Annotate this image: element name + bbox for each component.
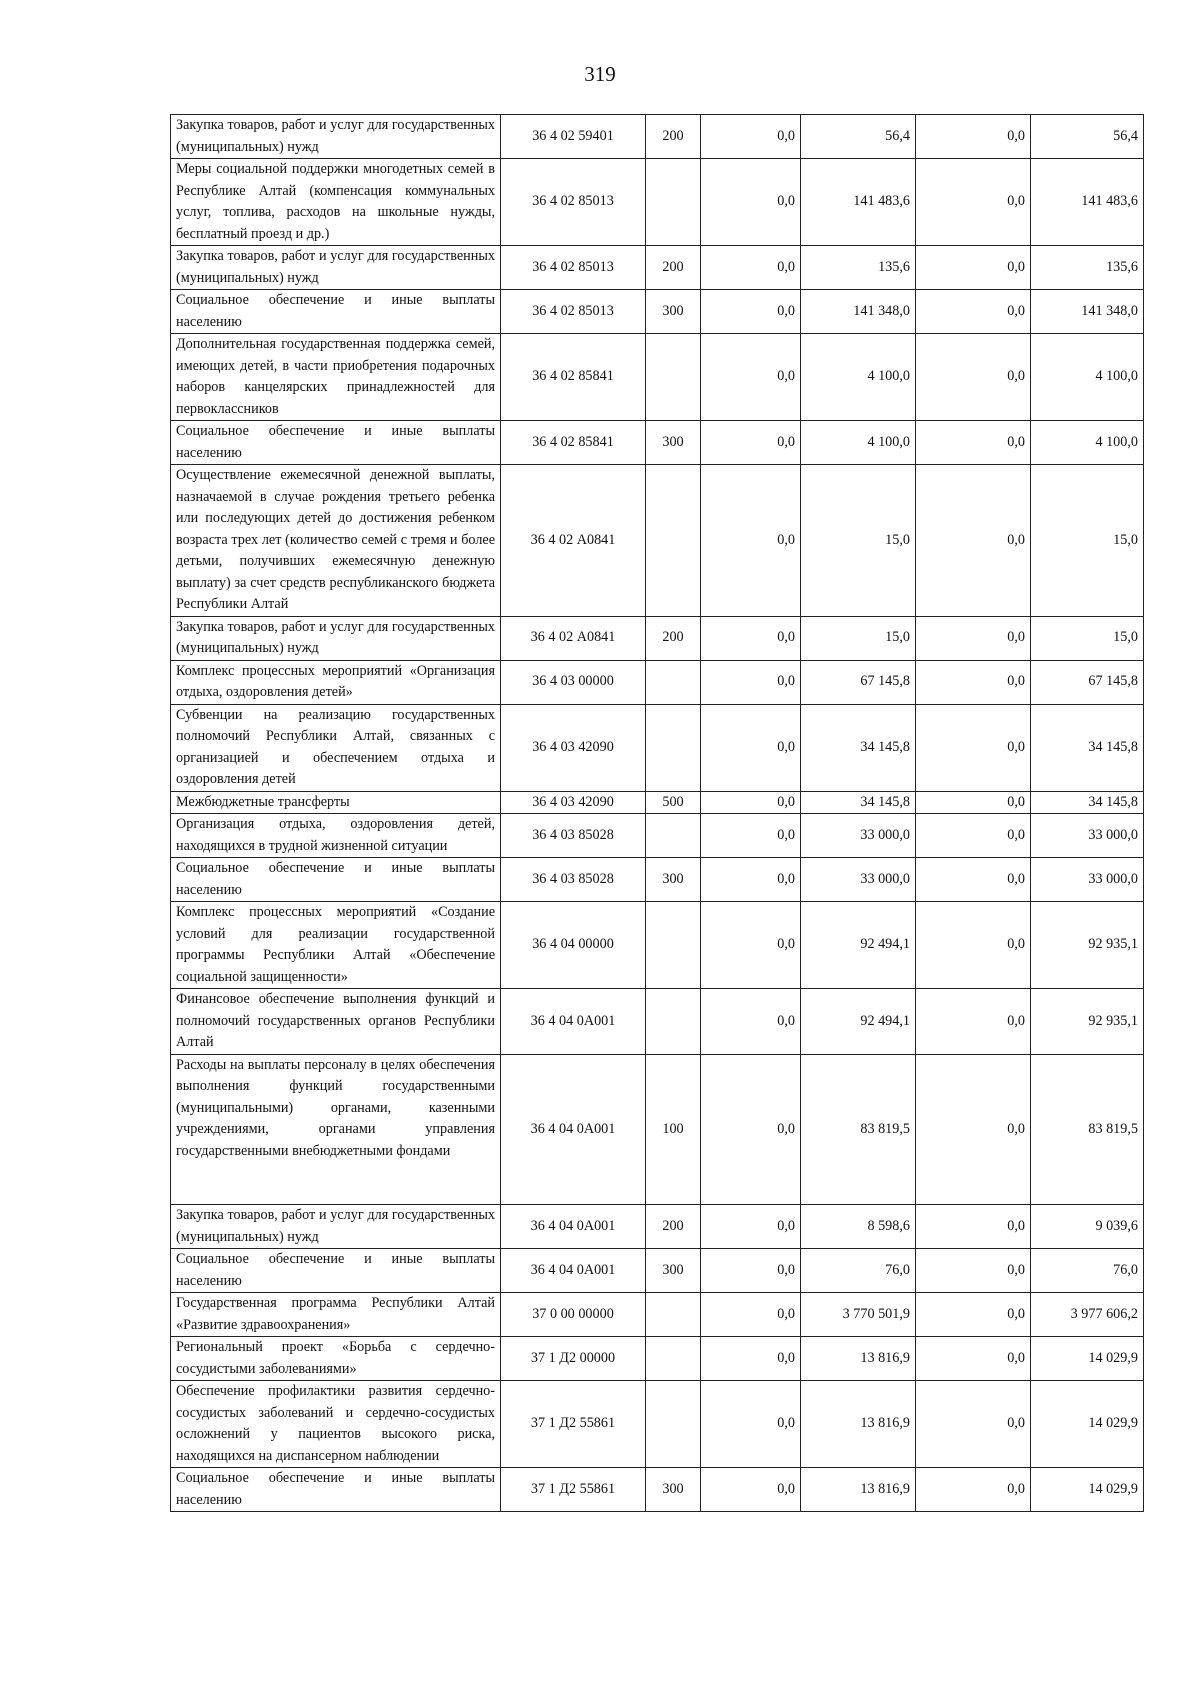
row-value-2-cell: 76,0 bbox=[801, 1249, 916, 1293]
table-row bbox=[171, 814, 1144, 858]
row-value-3-cell: 0,0 bbox=[916, 246, 1031, 290]
row-value-4-cell: 83 819,5 bbox=[1031, 1054, 1144, 1205]
row-name-cell: Закупка товаров, работ и услуг для государственных (муниципальных) нужд bbox=[171, 616, 501, 660]
row-value-1-cell: 0,0 bbox=[701, 246, 801, 290]
table-row bbox=[171, 115, 1144, 159]
row-value-1-cell: 0,0 bbox=[701, 159, 801, 246]
row-name-cell: Социальное обеспечение и иные выплаты населению bbox=[171, 858, 501, 902]
table-row bbox=[171, 159, 1144, 246]
row-type-cell: 300 bbox=[646, 290, 701, 334]
row-value-3-cell: 0,0 bbox=[916, 858, 1031, 902]
row-value-1-cell: 0,0 bbox=[701, 814, 801, 858]
table-row bbox=[171, 1205, 1144, 1249]
row-code-cell: 36 4 02 85013 bbox=[501, 290, 646, 334]
row-code-cell: 36 4 03 00000 bbox=[501, 660, 646, 704]
row-value-3-cell: 0,0 bbox=[916, 616, 1031, 660]
row-type-cell bbox=[646, 989, 701, 1055]
row-name-cell: Межбюджетные трансферты bbox=[171, 791, 501, 814]
row-value-1-cell: 0,0 bbox=[701, 791, 801, 814]
row-type-cell: 300 bbox=[646, 1468, 701, 1512]
row-code-cell: 36 4 04 0А001 bbox=[501, 989, 646, 1055]
row-value-2-cell: 141 348,0 bbox=[801, 290, 916, 334]
row-value-1-cell: 0,0 bbox=[701, 1054, 801, 1205]
row-type-cell: 500 bbox=[646, 791, 701, 814]
row-value-2-cell: 34 145,8 bbox=[801, 791, 916, 814]
page-number: 319 bbox=[584, 62, 616, 86]
row-type-cell bbox=[646, 814, 701, 858]
row-code-cell: 37 1 Д2 55861 bbox=[501, 1381, 646, 1468]
row-name-cell: Социальное обеспечение и иные выплаты населению bbox=[171, 1249, 501, 1293]
row-value-2-cell: 92 494,1 bbox=[801, 989, 916, 1055]
table-row bbox=[171, 246, 1144, 290]
row-value-4-cell: 9 039,6 bbox=[1031, 1205, 1144, 1249]
row-value-2-cell: 34 145,8 bbox=[801, 704, 916, 791]
row-value-3-cell: 0,0 bbox=[916, 290, 1031, 334]
row-value-2-cell: 8 598,6 bbox=[801, 1205, 916, 1249]
row-name-cell: Комплекс процессных мероприятий «Организация отдыха, оздоровления детей» bbox=[171, 660, 501, 704]
row-value-1-cell: 0,0 bbox=[701, 421, 801, 465]
row-value-1-cell: 0,0 bbox=[701, 1293, 801, 1337]
row-value-2-cell: 141 483,6 bbox=[801, 159, 916, 246]
row-value-3-cell: 0,0 bbox=[916, 1468, 1031, 1512]
table-row bbox=[171, 1337, 1144, 1381]
row-name-cell: Организация отдыха, оздоровления детей, находящихся в трудной жизненной ситуации bbox=[171, 814, 501, 858]
row-value-1-cell: 0,0 bbox=[701, 1249, 801, 1293]
row-value-2-cell: 4 100,0 bbox=[801, 334, 916, 421]
row-value-3-cell: 0,0 bbox=[916, 902, 1031, 989]
row-name-cell: Закупка товаров, работ и услуг для государственных (муниципальных) нужд bbox=[171, 115, 501, 159]
row-value-2-cell: 13 816,9 bbox=[801, 1468, 916, 1512]
table-row bbox=[171, 858, 1144, 902]
row-value-4-cell: 15,0 bbox=[1031, 616, 1144, 660]
table-body bbox=[171, 115, 1144, 1512]
table-row bbox=[171, 1054, 1144, 1205]
row-value-1-cell: 0,0 bbox=[701, 704, 801, 791]
row-value-3-cell: 0,0 bbox=[916, 1381, 1031, 1468]
row-type-cell bbox=[646, 1293, 701, 1337]
table-row bbox=[171, 616, 1144, 660]
row-value-3-cell: 0,0 bbox=[916, 704, 1031, 791]
row-value-2-cell: 33 000,0 bbox=[801, 814, 916, 858]
row-code-cell: 36 4 03 85028 bbox=[501, 814, 646, 858]
row-value-2-cell: 15,0 bbox=[801, 616, 916, 660]
row-name-cell: Дополнительная государственная поддержка семей, имеющих детей, в части приобретения подарочных наборов канцелярских принадлежностей для первоклассников bbox=[171, 334, 501, 421]
row-code-cell: 36 4 02 А0841 bbox=[501, 616, 646, 660]
row-value-1-cell: 0,0 bbox=[701, 115, 801, 159]
table-row bbox=[171, 704, 1144, 791]
row-type-cell bbox=[646, 159, 701, 246]
row-name-cell: Обеспечение профилактики развития сердечно-сосудистых заболеваний и сердечно-сосудистых осложнений у пациентов высокого риска, находящихся на диспансерном наблюдении bbox=[171, 1381, 501, 1468]
row-value-3-cell: 0,0 bbox=[916, 115, 1031, 159]
row-code-cell: 36 4 02 85841 bbox=[501, 334, 646, 421]
row-value-2-cell: 15,0 bbox=[801, 465, 916, 617]
row-value-3-cell: 0,0 bbox=[916, 1205, 1031, 1249]
table-row bbox=[171, 902, 1144, 989]
row-value-1-cell: 0,0 bbox=[701, 290, 801, 334]
row-name-cell: Субвенции на реализацию государственных полномочий Республики Алтай, связанных с организацией и обеспечением отдыха и оздоровления детей bbox=[171, 704, 501, 791]
table-row bbox=[171, 290, 1144, 334]
row-value-1-cell: 0,0 bbox=[701, 616, 801, 660]
table-row bbox=[171, 421, 1144, 465]
row-type-cell: 300 bbox=[646, 1249, 701, 1293]
row-value-4-cell: 4 100,0 bbox=[1031, 421, 1144, 465]
row-value-1-cell: 0,0 bbox=[701, 989, 801, 1055]
table-row bbox=[171, 465, 1144, 617]
table-row bbox=[171, 1249, 1144, 1293]
row-name-cell: Осуществление ежемесячной денежной выплаты, назначаемой в случае рождения третьего ребенка или последующих детей до достижения ребенком возраста трех лет (количество семей с тремя и более детьми, получивших ежемесячную денежную выплату) за счет средств республиканского бюджета Республики Алтай bbox=[171, 465, 501, 617]
row-value-4-cell: 34 145,8 bbox=[1031, 704, 1144, 791]
row-value-3-cell: 0,0 bbox=[916, 159, 1031, 246]
row-value-3-cell: 0,0 bbox=[916, 1337, 1031, 1381]
row-value-3-cell: 0,0 bbox=[916, 1293, 1031, 1337]
row-value-4-cell: 76,0 bbox=[1031, 1249, 1144, 1293]
row-value-1-cell: 0,0 bbox=[701, 1205, 801, 1249]
row-value-2-cell: 56,4 bbox=[801, 115, 916, 159]
row-value-4-cell: 14 029,9 bbox=[1031, 1337, 1144, 1381]
row-value-2-cell: 33 000,0 bbox=[801, 858, 916, 902]
row-value-3-cell: 0,0 bbox=[916, 465, 1031, 617]
row-value-4-cell: 92 935,1 bbox=[1031, 902, 1144, 989]
row-name-cell: Финансовое обеспечение выполнения функций и полномочий государственных органов Республики Алтай bbox=[171, 989, 501, 1055]
row-value-2-cell: 83 819,5 bbox=[801, 1054, 916, 1205]
row-value-2-cell: 135,6 bbox=[801, 246, 916, 290]
row-value-1-cell: 0,0 bbox=[701, 660, 801, 704]
row-code-cell: 36 4 04 0А001 bbox=[501, 1249, 646, 1293]
row-type-cell bbox=[646, 465, 701, 617]
row-code-cell: 36 4 03 85028 bbox=[501, 858, 646, 902]
row-value-4-cell: 14 029,9 bbox=[1031, 1468, 1144, 1512]
row-code-cell: 36 4 02 85013 bbox=[501, 246, 646, 290]
row-code-cell: 36 4 04 0А001 bbox=[501, 1054, 646, 1205]
row-value-4-cell: 14 029,9 bbox=[1031, 1381, 1144, 1468]
budget-table bbox=[170, 114, 1144, 1512]
row-value-1-cell: 0,0 bbox=[701, 1468, 801, 1512]
row-code-cell: 37 1 Д2 00000 bbox=[501, 1337, 646, 1381]
row-value-4-cell: 33 000,0 bbox=[1031, 814, 1144, 858]
table-row bbox=[171, 334, 1144, 421]
row-type-cell bbox=[646, 1337, 701, 1381]
row-code-cell: 36 4 02 59401 bbox=[501, 115, 646, 159]
table-row bbox=[171, 1293, 1144, 1337]
row-type-cell: 200 bbox=[646, 1205, 701, 1249]
row-name-cell: Региональный проект «Борьба с сердечно-сосудистыми заболеваниями» bbox=[171, 1337, 501, 1381]
row-code-cell: 37 0 00 00000 bbox=[501, 1293, 646, 1337]
row-type-cell: 100 bbox=[646, 1054, 701, 1205]
row-value-1-cell: 0,0 bbox=[701, 334, 801, 421]
row-code-cell: 36 4 02 85841 bbox=[501, 421, 646, 465]
row-value-4-cell: 15,0 bbox=[1031, 465, 1144, 617]
row-value-2-cell: 67 145,8 bbox=[801, 660, 916, 704]
row-code-cell: 37 1 Д2 55861 bbox=[501, 1468, 646, 1512]
row-type-cell bbox=[646, 704, 701, 791]
row-value-2-cell: 3 770 501,9 bbox=[801, 1293, 916, 1337]
row-value-4-cell: 135,6 bbox=[1031, 246, 1144, 290]
row-value-1-cell: 0,0 bbox=[701, 858, 801, 902]
row-type-cell bbox=[646, 902, 701, 989]
row-name-cell: Закупка товаров, работ и услуг для государственных (муниципальных) нужд bbox=[171, 246, 501, 290]
row-value-3-cell: 0,0 bbox=[916, 1054, 1031, 1205]
row-value-3-cell: 0,0 bbox=[916, 334, 1031, 421]
row-name-cell: Государственная программа Республики Алтай «Развитие здравоохранения» bbox=[171, 1293, 501, 1337]
row-code-cell: 36 4 03 42090 bbox=[501, 704, 646, 791]
row-code-cell: 36 4 04 00000 bbox=[501, 902, 646, 989]
row-type-cell bbox=[646, 1381, 701, 1468]
row-value-4-cell: 141 483,6 bbox=[1031, 159, 1144, 246]
row-value-2-cell: 4 100,0 bbox=[801, 421, 916, 465]
row-value-3-cell: 0,0 bbox=[916, 791, 1031, 814]
row-name-cell: Социальное обеспечение и иные выплаты населению bbox=[171, 421, 501, 465]
row-value-3-cell: 0,0 bbox=[916, 421, 1031, 465]
row-value-4-cell: 4 100,0 bbox=[1031, 334, 1144, 421]
table-row bbox=[171, 791, 1144, 814]
row-type-cell bbox=[646, 660, 701, 704]
row-type-cell: 300 bbox=[646, 858, 701, 902]
row-value-4-cell: 67 145,8 bbox=[1031, 660, 1144, 704]
row-name-cell: Закупка товаров, работ и услуг для государственных (муниципальных) нужд bbox=[171, 1205, 501, 1249]
row-value-1-cell: 0,0 bbox=[701, 902, 801, 989]
row-value-4-cell: 92 935,1 bbox=[1031, 989, 1144, 1055]
row-value-4-cell: 33 000,0 bbox=[1031, 858, 1144, 902]
row-type-cell: 200 bbox=[646, 246, 701, 290]
row-value-4-cell: 3 977 606,2 bbox=[1031, 1293, 1144, 1337]
row-name-cell: Комплекс процессных мероприятий «Создание условий для реализации государственной программы Республики Алтай «Обеспечение социальной защищенности» bbox=[171, 902, 501, 989]
row-name-cell: Меры социальной поддержки многодетных семей в Республике Алтай (компенсация коммунальных услуг, топлива, расходов на школьные нужды, бесплатный проезд и др.) bbox=[171, 159, 501, 246]
row-value-4-cell: 141 348,0 bbox=[1031, 290, 1144, 334]
row-code-cell: 36 4 03 42090 bbox=[501, 791, 646, 814]
row-value-2-cell: 13 816,9 bbox=[801, 1381, 916, 1468]
row-value-1-cell: 0,0 bbox=[701, 1381, 801, 1468]
table-row bbox=[171, 1381, 1144, 1468]
row-value-3-cell: 0,0 bbox=[916, 814, 1031, 858]
row-type-cell: 200 bbox=[646, 616, 701, 660]
row-value-1-cell: 0,0 bbox=[701, 1337, 801, 1381]
row-value-4-cell: 56,4 bbox=[1031, 115, 1144, 159]
row-code-cell: 36 4 02 85013 bbox=[501, 159, 646, 246]
row-code-cell: 36 4 04 0А001 bbox=[501, 1205, 646, 1249]
table-row bbox=[171, 660, 1144, 704]
table-row bbox=[171, 1468, 1144, 1512]
row-value-4-cell: 34 145,8 bbox=[1031, 791, 1144, 814]
row-value-2-cell: 13 816,9 bbox=[801, 1337, 916, 1381]
row-name-cell: Расходы на выплаты персоналу в целях обеспечения выполнения функций государственными (муниципальными) органами, казенными учреждениями, органами управления государственными внебюджетными фондами bbox=[171, 1054, 501, 1205]
row-type-cell bbox=[646, 334, 701, 421]
row-value-1-cell: 0,0 bbox=[701, 465, 801, 617]
row-type-cell: 200 bbox=[646, 115, 701, 159]
row-value-3-cell: 0,0 bbox=[916, 1249, 1031, 1293]
row-name-cell: Социальное обеспечение и иные выплаты населению bbox=[171, 1468, 501, 1512]
row-value-2-cell: 92 494,1 bbox=[801, 902, 916, 989]
row-type-cell: 300 bbox=[646, 421, 701, 465]
table-row bbox=[171, 989, 1144, 1055]
row-value-3-cell: 0,0 bbox=[916, 660, 1031, 704]
row-name-cell: Социальное обеспечение и иные выплаты населению bbox=[171, 290, 501, 334]
row-value-3-cell: 0,0 bbox=[916, 989, 1031, 1055]
row-code-cell: 36 4 02 А0841 bbox=[501, 465, 646, 617]
